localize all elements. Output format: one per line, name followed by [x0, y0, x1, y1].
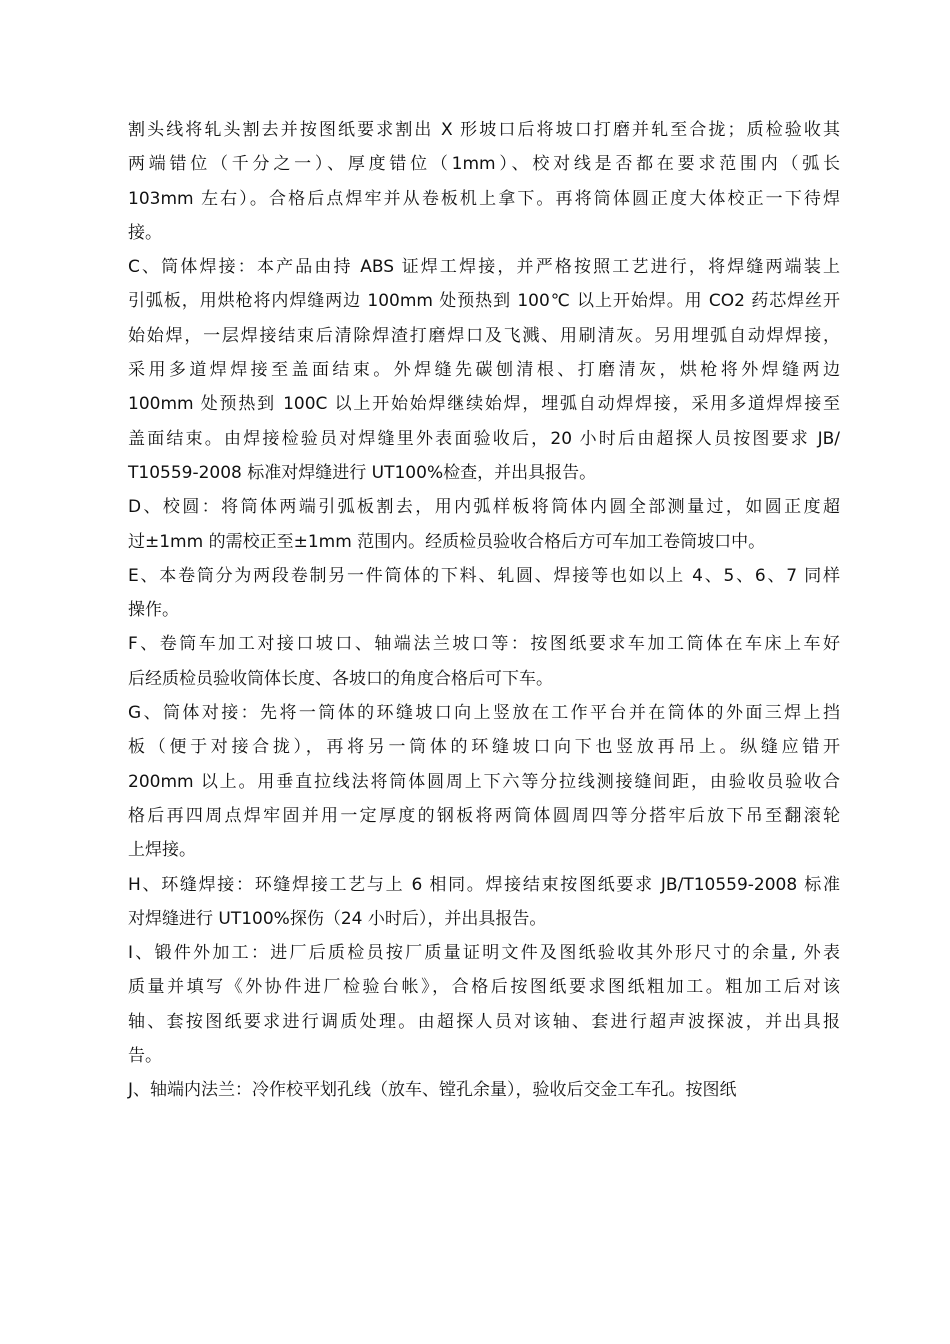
text-line: 割头线将轧头割去并按图纸要求割出 X 形坡口后将坡口打磨并轧至合拢；质检验收其 — [128, 120, 840, 140]
text-line: C、筒体焊接：本产品由持 ABS 证焊工焊接，并严格按照工艺进行，将焊缝两端装上 — [128, 257, 840, 278]
text-line: 操作。 — [128, 600, 179, 621]
paragraph-p-d — [128, 490, 840, 559]
text-line: I、锻件外加工：进厂后质检员按厂质量证明文件及图纸验收其外形尺寸的余量, 外表 — [128, 943, 840, 964]
text-line: 盖面结束。由焊接检验员对焊缝里外表面验收后，20 小时后由超探人员按图要求 JB/ — [128, 428, 840, 449]
text-line: 始始焊，一层焊接结束后清除焊渣打磨焊口及飞溅、用刷清灰。另用埋弧自动焊焊接， — [128, 325, 840, 346]
text-line: 100mm 处预热到 100C 以上开始始焊继续始焊，埋弧自动焊焊接，采用多道焊焊接至 — [128, 394, 840, 415]
text-line: 引弧板，用烘枪将内焊缝两边 100mm 处预热到 100℃ 以上开始焊。用 CO2 药芯焊丝开 — [128, 291, 840, 312]
text-line: 轴、套按图纸要求进行调质处理。由超探人员对该轴、套进行超声波探波，并出具报 — [128, 1011, 840, 1032]
text-line: E、本卷筒分为两段卷制另一件筒体的下料、轧圆、焊接等也如以上 4、5、6、7 同样 — [128, 565, 840, 586]
paragraph-p-g — [128, 696, 840, 867]
paragraph-p-c — [128, 250, 840, 490]
text-line: 接。 — [128, 222, 162, 243]
text-line: 103mm 左右）。合格后点焊牢并从卷板机上拿下。再将筒体圆正度大体校正一下待焊 — [128, 188, 840, 209]
paragraph-p-e — [128, 559, 840, 628]
text-line: H、环缝焊接：环缝焊接工艺与上 6 相同。焊接结束按图纸要求 JB/T10559-2008 标准 — [128, 874, 840, 895]
text-line: T10559-2008 标准对焊缝进行 UT100%检查，并出具报告。 — [128, 462, 597, 483]
paragraph-p-f — [128, 627, 840, 696]
text-line: 格后再四周点焊牢固并用一定厚度的钢板将两筒体圆周四等分搭牢后放下吊至翻滚轮 — [128, 805, 840, 826]
text-line: 后经质检员验收筒体长度、各坡口的角度合格后可下车。 — [128, 668, 553, 689]
text-line: 200mm 以上。用垂直拉线法将筒体圆周上下六等分拉线测接缝间距，由验收员验收合 — [128, 771, 840, 792]
paragraph-p-j — [128, 1073, 840, 1107]
text-line: 告。 — [128, 1046, 162, 1067]
text-line: F、卷筒车加工对接口坡口、轴端法兰坡口等：按图纸要求车加工筒体在车床上车好 — [128, 634, 840, 655]
document-body — [128, 113, 840, 1108]
text-line: J、轴端内法兰：冷作校平划孔线（放车、镗孔余量），验收后交金工车孔。按图纸 — [128, 1080, 737, 1101]
paragraph-p-h — [128, 868, 840, 937]
paragraph-p-cutting — [128, 113, 840, 250]
text-line: 板（便于对接合拢），再将另一筒体的环缝坡口向下也竖放再吊上。纵缝应错开 — [128, 737, 840, 758]
text-line: D、校圆：将筒体两端引弧板割去，用内弧样板将筒体内圆全部测量过，如圆正度超 — [128, 497, 840, 518]
text-line: 对焊缝进行 UT100%探伤（24 小时后），并出具报告。 — [128, 908, 547, 929]
text-line: 质量并填写《外协件进厂检验台帐》，合格后按图纸要求图纸粗加工。粗加工后对该 — [128, 977, 840, 998]
text-line: 上焊接。 — [128, 840, 196, 861]
text-line: 过±1mm 的需校正至±1mm 范围内。经质检员验收合格后方可车加工卷筒坡口中。 — [128, 531, 766, 552]
text-line: 两端错位（千分之一）、厚度错位（1mm）、校对线是否都在要求范围内（弧长 — [128, 154, 840, 175]
text-line: G、筒体对接：先将一筒体的环缝坡口向上竖放在工作平台并在筒体的外面三焊上挡 — [128, 703, 840, 724]
text-line: 采用多道焊焊接至盖面结束。外焊缝先碳刨清根、打磨清灰，烘枪将外焊缝两边 — [128, 360, 840, 381]
paragraph-p-i — [128, 936, 840, 1073]
